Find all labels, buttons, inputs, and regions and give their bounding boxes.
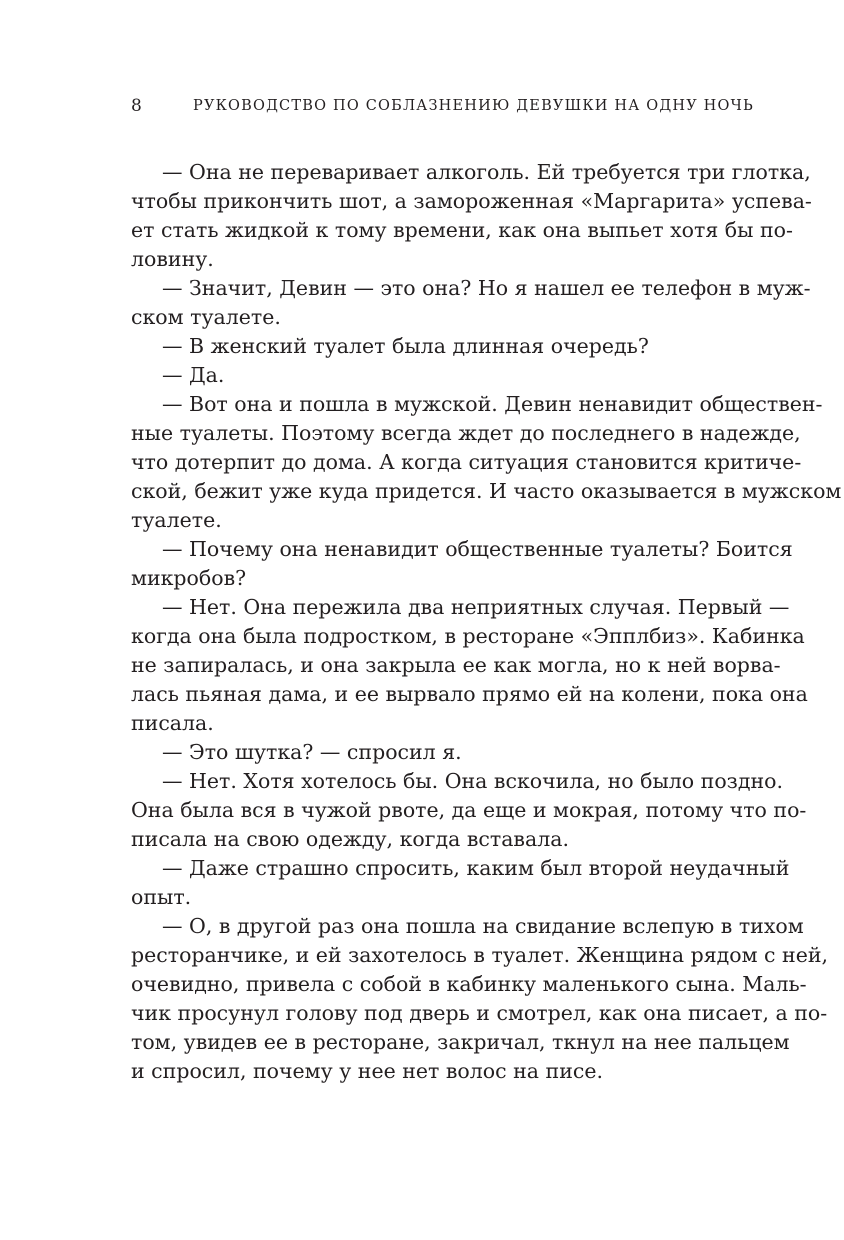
paragraph (131, 854, 790, 912)
paragraph (131, 593, 808, 738)
paragraph (131, 274, 811, 332)
text-line: — Даже страшно спросить, каким был второй неудачный (162, 856, 790, 880)
text-line: ском туалете. (131, 305, 281, 329)
text-line: — О, в другой раз она пошла на свидание вслепую в тихом (162, 914, 804, 938)
text-line: — Это шутка? — спросил я. (162, 740, 462, 764)
paragraph (131, 361, 754, 390)
text-line: опыт. (131, 885, 192, 909)
text-line: ловину. (131, 247, 214, 271)
text-line: очевидно, привела с собой в кабинку маленького сына. Маль- (131, 972, 807, 996)
text-line: не запиралась, и она закрыла ее как могла, но к ней ворва- (131, 653, 781, 677)
text-line: Она была вся в чужой рвоте, да еще и мокрая, потому что по- (131, 798, 807, 822)
paragraph (131, 767, 807, 854)
text-line: ресторанчике, и ей захотелось в туалет. Женщина рядом с ней, (131, 943, 829, 967)
text-line: что дотерпит до дома. А когда ситуация становится критиче- (131, 450, 802, 474)
text-line: — Почему она ненавидит общественные туалеты? Боится (162, 537, 793, 561)
text-line: и спросил, почему у нее нет волос на писе. (131, 1059, 603, 1083)
text-line: ской, бежит уже куда придется. И часто оказывается в мужском (131, 479, 842, 503)
text-line: — Да. (162, 363, 225, 387)
paragraph (131, 332, 754, 361)
text-line: том, увидев ее в ресторане, закричал, ткнул на нее пальцем (131, 1030, 790, 1054)
running-header (131, 94, 754, 118)
page-number: 8 (131, 96, 142, 116)
paragraph (131, 535, 793, 593)
body-text (131, 158, 842, 1086)
text-line: туалете. (131, 508, 222, 532)
paragraph (131, 158, 812, 274)
paragraph (131, 738, 754, 767)
running-title: РУКОВОДСТВО ПО СОБЛАЗНЕНИЮ ДЕВУШКИ НА ОДНУ НОЧЬ (192, 98, 754, 114)
text-line: чтобы прикончить шот, а замороженная «Маргарита» успева- (131, 189, 812, 213)
text-line: чик просунул голову под дверь и смотрел, как она писает, а по- (131, 1001, 828, 1025)
text-line: — Нет. Хотя хотелось бы. Она вскочила, но было поздно. (162, 769, 783, 793)
paragraph (131, 912, 829, 1086)
text-line: лась пьяная дама, и ее вырвало прямо ей на колени, пока она (131, 682, 808, 706)
text-line: — Значит, Девин — это она? Но я нашел ее телефон в муж- (162, 276, 811, 300)
text-line: ные туалеты. Поэтому всегда ждет до последнего в надежде, (131, 421, 801, 445)
text-line: когда она была подростком, в ресторане «Эпплбиз». Кабинка (131, 624, 805, 648)
text-line: — В женский туалет была длинная очередь? (162, 334, 649, 358)
text-line: микробов? (131, 566, 247, 590)
text-line: — Нет. Она пережила два неприятных случая. Первый — (162, 595, 790, 619)
text-line: писала на свою одежду, когда вставала. (131, 827, 569, 851)
text-line: — Вот она и пошла в мужской. Девин ненавидит обществен- (162, 392, 823, 416)
text-line: ет стать жидкой к тому времени, как она выпьет хотя бы по- (131, 218, 793, 242)
text-line: — Она не переваривает алкоголь. Ей требуется три глотка, (162, 160, 811, 184)
text-line: писала. (131, 711, 214, 735)
paragraph (131, 390, 842, 535)
